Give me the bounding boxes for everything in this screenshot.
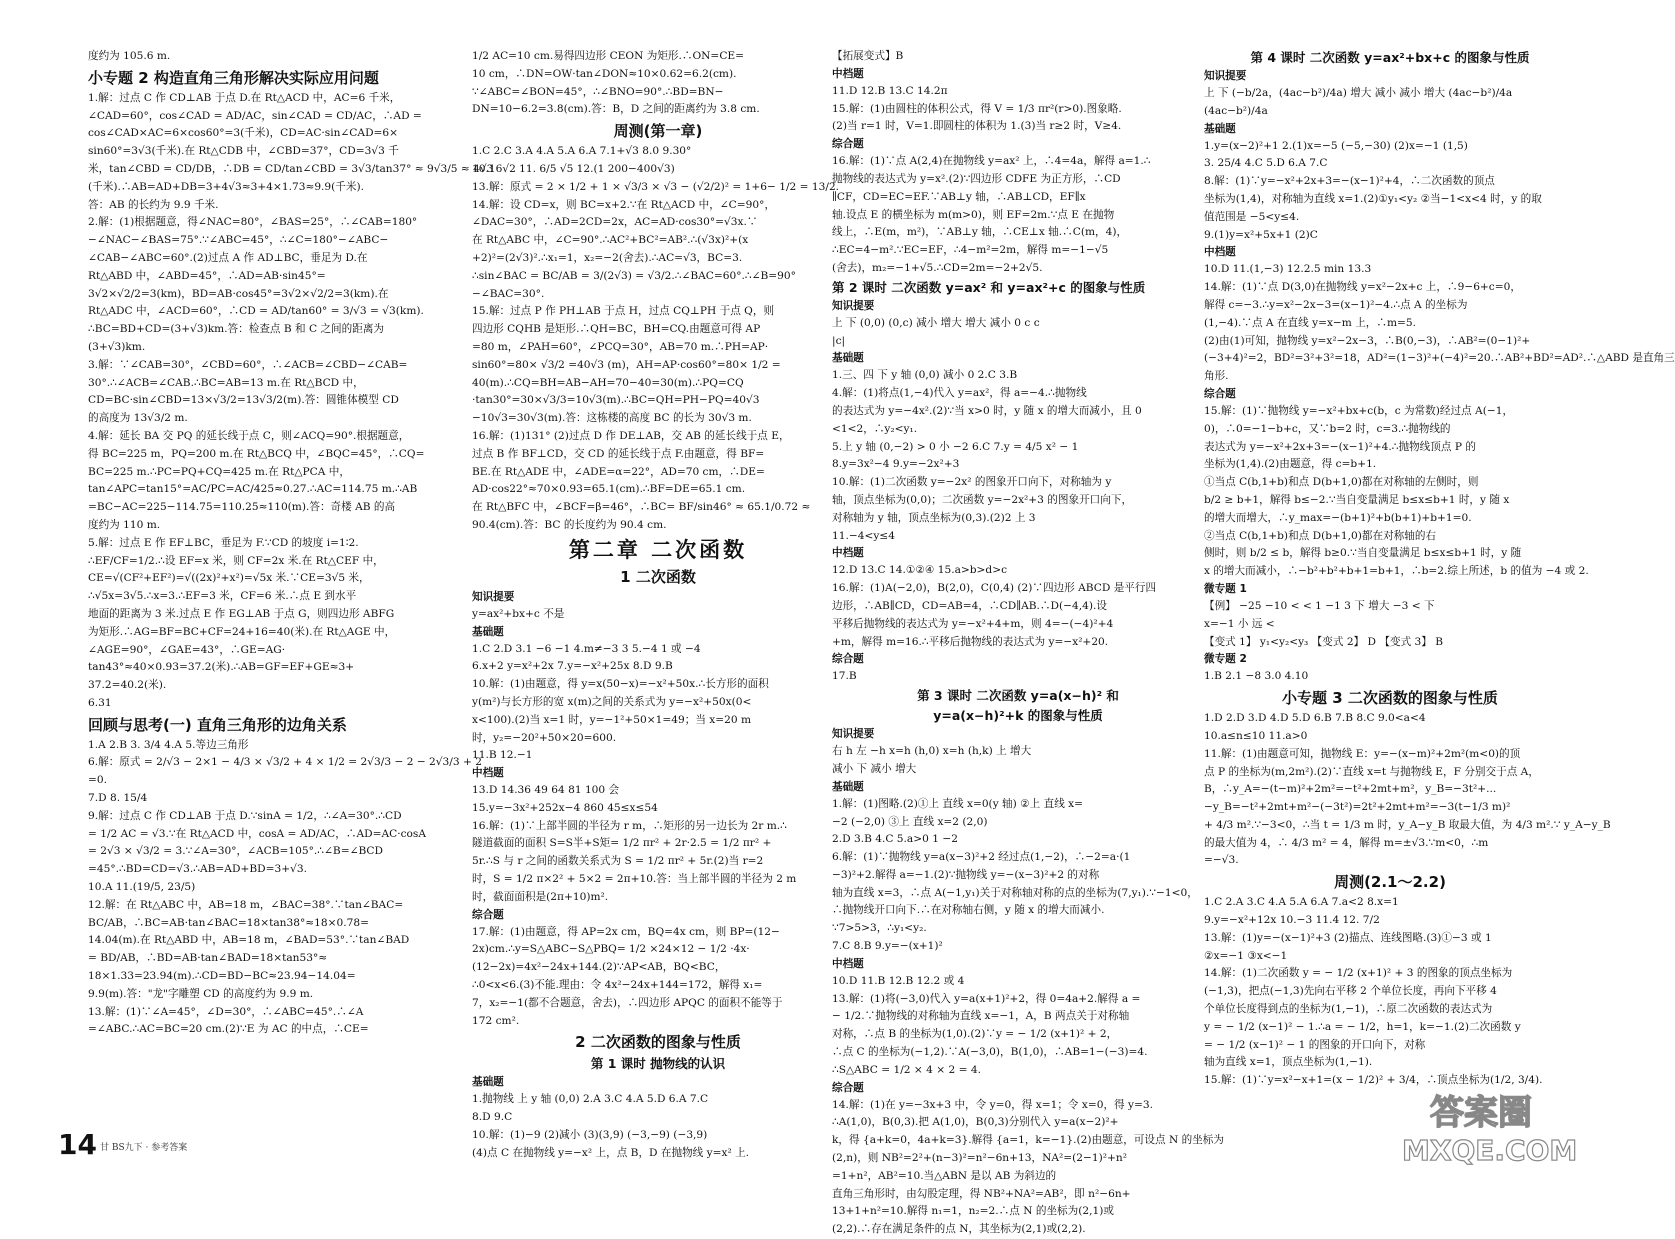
answer-line: 7.D 8. 15/4 — [88, 792, 148, 805]
answer-line: 12.解：在 Rt△ABC 中，AB=18 m，∠BAC=38°.∵tan∠BAC= — [88, 898, 404, 911]
answer-line: 3. 25/4 4.C 5.D 6.A 7.C — [1204, 157, 1328, 170]
answer-line: 为矩形.∴AG=BF=BC+CF=24+16=40(米).在 Rt△AGE 中， — [88, 625, 396, 638]
answer-line: 在 Rt△ABC 中，∠C=90°.∴AC²+BC²=AB².∴(√3x)²+(x — [472, 234, 749, 247]
answer-line: ①当点 C(b,1+b)和点 D(b+1,0)都在对称轴的左侧时，则 — [1204, 476, 1479, 489]
subsection-tag: 中档题 — [832, 957, 864, 970]
answer-line: 个单位长度得到点的坐标为(1,−1)，∴原二次函数的表达式为 — [1204, 1003, 1493, 1016]
answer-line: 的高度为 13√3/2 m. — [88, 412, 188, 425]
answer-line: CE=√(CF²+EF²)=√((2x)²+x²)=√5x 米.∵CE=3√5 米， — [88, 572, 370, 585]
section-heading: 小专题 3 二次函数的图象与性质 — [1282, 689, 1498, 708]
answer-line: 轴为直线 x=3，∴点 A(−1,y₁)关于对称轴对称的点的坐标为(7,y₁).∵−1<0， — [832, 886, 1198, 899]
answer-line: 1.B 2.1 −8 3.0 4.10 — [1204, 670, 1309, 683]
answer-line: 减小 下 减小 增大 — [832, 762, 917, 775]
answer-line: ∵7>5>3，∴y₁<y₂. — [832, 922, 927, 935]
answer-line: =1+n²，AB²=10.当△ABN 是以 AB 为斜边的 — [832, 1169, 1057, 1182]
subsection-tag: 基础题 — [472, 1076, 504, 1089]
answer-line: −∠BAC=30°. — [472, 287, 545, 300]
answer-line: 10.A 11.(19/5, 23/5) — [88, 881, 196, 894]
answer-line: 15.解：(1)∵y=x²−x+1=(x − 1/2)² + 3/4，∴顶点坐标为(1/2, 3/4). — [1204, 1074, 1543, 1087]
answer-line: −y_B=−t²+2mt+m²−(−3t²)=2t²+2mt+m²=−3(t−1/3 m)² — [1204, 801, 1511, 814]
section-heading: 小专题 2 构造直角三角形解决实际应用问题 — [88, 68, 379, 87]
answer-line: ∠CAD=60°，cos∠CAD = AD/AC，sin∠CAD = CD/AC，∴AD = — [88, 109, 422, 122]
answer-line: ∵∠ABC=∠BON=45°，∴∠BNO=90°.∴BD=BN− — [472, 85, 724, 98]
answer-line: =BC−AC=225−114.75=110.25≈110(m).答：奇楼 AB 的高 — [88, 501, 396, 514]
column-4 — [1204, 48, 1675, 1108]
answer-line: 14.解：(1)在 y=−3x+3 中，令 y=0，得 x=1；令 x=0，得 y=3. — [832, 1098, 1154, 1111]
answer-line: = − 1/2 (x−1)² − 1 的图象的开口向下，对称 — [1204, 1038, 1426, 1051]
answer-line: ∠DAC=30°，∴AD=2CD=2x，AC=AD·cos30°=√3x.∵ — [472, 216, 758, 229]
answer-line: (−3+4)²=2，BD²=3²+3²=18，AD²=(1−3)²+(−4)²=20.∴AB²+BD²=AD².∴△ABD 是直角三 — [1204, 352, 1675, 365]
answer-line: ∠AGE=90°，∠GAE=43°，∴GE=AG· — [88, 643, 286, 656]
subsection-tag: 知识提要 — [832, 299, 875, 312]
section-heading: 周测(第一章) — [613, 122, 703, 141]
subsection-tag: 微专题 2 — [1204, 653, 1247, 666]
column-2 — [472, 48, 844, 1159]
answer-line: 时，S = 1/2 π×2² + 5×2 = 2π+10.答：当上部半圆的半径为 2 m — [472, 873, 797, 886]
answer-line: 37.2=40.2(米). — [88, 679, 167, 692]
answer-line: 12.D 13.C 14.①②④ 15.a>b>d>c — [832, 564, 1008, 577]
answer-line: y(m²)与长方形的宽 x(m)之间的关系式为 y=−x²+50x(0< — [472, 695, 752, 708]
answer-line: 6.解：(1)∵抛物线 y=a(x−3)²+2 经过点(1,−2)，∴−2=a·(1 — [832, 851, 1131, 864]
answer-line: −2 (−2,0) ③上 直线 x=2 (2,0) — [832, 815, 988, 828]
answer-line: 15.解：(1)∵抛物线 y=−x²+bx+c(b，c 为常数)经过点 A(−1， — [1204, 404, 1514, 417]
answer-line: 10.D 11.B 12.B 12.2 或 4 — [832, 974, 965, 987]
answer-line: (千米).∴AB=AD+DB=3+4√3≈3+4×1.73≈9.9(千米). — [88, 180, 364, 193]
answer-line: 10.D 11.(1,−3) 12.2.5 min 13.3 — [1204, 263, 1372, 276]
answer-line: 解得 c=−3.∴y=x²−2x−3=(x−1)²−4.∴点 A 的坐标为 — [1204, 298, 1468, 311]
section-heading: 周测(2.1～2.2) — [1334, 873, 1446, 892]
answer-line: sin60°=80× √3/2 =40√3 (m)，AH=AP·cos60°=80× 1/2 = — [472, 358, 781, 371]
answer-line: 11.解：(1)由题意可知，抛物线 E：y=−(x−m)²+2m²(m<0)的顶 — [1204, 747, 1521, 760]
answer-line: 边形，∴AB∥CD，CD=AB=4，∴CD∥AB.∴D(−4,4).设 — [832, 599, 1107, 612]
answer-line: 10 cm，∴DN=OW·tan∠DON≈10×0.62=6.2(cm). — [472, 67, 737, 80]
answer-line: 1.D 2.D 3.D 4.D 5.D 6.B 7.B 8.C 9.0<a<4 — [1204, 712, 1426, 725]
answer-line: BC/AB，∴BC=AB·tan∠BAC=18×tan38°≈18×0.78= — [88, 916, 369, 929]
answer-line: 在 Rt△BFC 中，∠BCF=β=46°，∴BC= BF/sin46° ≈ 65.1/0.72 ≈ — [472, 501, 811, 514]
answer-line: 1.解：(1)图略.(2)①上 直线 x=0(y 轴) ②上 直线 x= — [832, 797, 1084, 810]
answer-line: ∴sin∠BAC = BC/AB = 3/(2√3) = √3/2.∴∠BAC=60°.∴∠B=90° — [472, 269, 796, 282]
answer-line: (2,2).∴存在满足条件的点 N，其坐标为(2,1)或(2,2). — [832, 1223, 1086, 1236]
answer-line: 14.解：(1)∵点 D(3,0)在抛物线 y=x²−2x+c 上，∴9−6+c=0， — [1204, 281, 1521, 294]
subsection-tag: 微专题 1 — [1204, 582, 1247, 595]
answer-line: 表达式为 y=−x²+2x+3=−(x−1)²+4.∴抛物线顶点 P 的 — [1204, 440, 1476, 453]
answer-line: 11.−4<y≤4 — [832, 529, 895, 542]
lesson-heading: 第 2 课时 二次函数 y=ax² 和 y=ax²+c 的图象与性质 — [832, 279, 1146, 295]
answer-line: 2.解：(1)根据题意，得∠NAC=80°，∠BAS=25°，∴∠CAB=180° — [88, 216, 418, 229]
answer-line: 0)，∴0=−1−b+c，又∵b=2 时，c=3.∴抛物线的 — [1204, 422, 1451, 435]
answer-line: 1.C 2.A 3.C 4.A 5.A 6.A 7.a<2 8.x=1 — [1204, 896, 1399, 909]
answer-line: CD=BC·sin∠CBD=13×√3/2=13√3/2(m).答：圆锥体模型 CD — [88, 394, 399, 407]
answer-line: 14.解：设 CD=x，则 BC=x+2.∵在 Rt△ACD 中，∠C=90°， — [472, 198, 776, 211]
answer-line: 度约为 105.6 m. — [88, 50, 171, 62]
answer-line: 角形. — [1204, 370, 1229, 383]
answer-line: (1,−4).∵点 A 在直线 y=x−m 上，∴m=5. — [1204, 316, 1417, 329]
answer-line: 16.解：(1)∵上部半圆的半径为 r m，∴矩形的另一边长为 2r m.∴ — [472, 819, 787, 832]
answer-line: 8.y=3x²−4 9.y=−2x²+3 — [832, 458, 960, 471]
answer-line: 9.9(m).答："龙"字雕塑 CD 的高度约为 9.9 m. — [88, 987, 314, 1000]
subsection-tag: 知识提要 — [472, 590, 515, 603]
watermark-cn: 答案圈 — [1430, 1093, 1532, 1133]
answer-line: 10.16√2 11. 6/5 √5 12.(1 200−400√3) — [472, 162, 675, 175]
answer-line: 对称轴为 y 轴，顶点坐标为(0,3).(2)2 上 3 — [832, 511, 1036, 524]
answer-line: 3.解：∵∠CAB=30°，∠CBD=60°，∴∠ACB=∠CBD−∠CAB= — [88, 358, 408, 371]
answer-line: cos∠CAD×AC=6×cos60°=3(千米)，CD=AC·sin∠CAD=6× — [88, 127, 399, 140]
answer-line: y=ax²+bx+c 不是 — [472, 607, 565, 620]
answer-line: x<100).(2)当 x=1 时，y=−1²+50×1=49；当 x=20 m — [472, 713, 752, 726]
lesson-heading: 第 1 课时 抛物线的认识 — [590, 1056, 726, 1072]
answer-line: 1.解：过点 C 作 CD⊥AB 于点 D.在 Rt△ACD 中，AC=6 千米， — [88, 91, 401, 104]
answer-line: 6.x+2 y=x²+2x 7.y=−x²+25x 8.D 9.B — [472, 660, 673, 673]
answer-line: 值范围是 −5<y≤4. — [1204, 210, 1300, 223]
section-heading: 2 二次函数的图象与性质 — [575, 1033, 741, 1052]
answer-line: ②x=−1 ③x<−1 — [1204, 949, 1288, 962]
answer-line: (2,n)，则 NB²=2²+(n−3)²=n²−6n+13，NA²=(2−1)²+n² — [832, 1152, 1127, 1165]
answer-line: <1<2，∴y₂<y₁. — [832, 422, 918, 435]
lesson-heading: 第 3 课时 二次函数 y=a(x−h)² 和 — [917, 688, 1119, 704]
answer-line: 10.解：(1)二次函数 y=−2x² 的图象开口向下，对称轴为 y — [832, 476, 1112, 489]
answer-line: 轴.设点 E 的横坐标为 m(m>0)，则 EF=2m.∵点 E 在抛物 — [832, 208, 1115, 221]
subsection-tag: 中档题 — [832, 67, 864, 80]
answer-line: 时，y₂=−20²+50×20=600. — [472, 731, 617, 744]
answer-line: 6.31 — [88, 696, 112, 709]
answer-line: sin60°=3√3(千米).在 Rt△CDB 中，∠CBD=37°，CD=3√3 千 — [88, 145, 399, 158]
answer-line: 5r.∴S 与 r 之间的函数关系式为 S = 1/2 πr² + 5r.(2)当 r=2 — [472, 855, 764, 868]
answer-line: B，∴y_A=−(t−m)²+2m²=−t²+2mt+m²，y_B=−3t²+... — [1204, 783, 1497, 796]
answer-line: 5.上 y 轴 (0,−2) > 0 小 −2 6.C 7.y = 4/5 x² − 1 — [832, 440, 1079, 453]
answer-line: −3)²+2.解得 a=−1.(2)∵抛物线 y=−(x−3)²+2 的对称 — [832, 868, 1100, 881]
answer-line: 【拓展变式】B — [832, 50, 904, 62]
section-heading: 回顾与思考(一) 直角三角形的边角关系 — [88, 715, 347, 734]
answer-line: ·tan30°=30×√3/3=10√3(m).∴BC=QH=PH−PQ=40√3 — [472, 394, 760, 407]
answer-line: 10.解：(1)由题意，得 y=x(50−x)=−x²+50x.∴长方形的面积 — [472, 678, 769, 691]
answer-line: 1/2 AC=10 cm.易得四边形 CEON 为矩形.∴ON=CE= — [472, 50, 745, 62]
answer-line: =0. — [88, 774, 107, 787]
answer-line: x=−1 小 远 < — [1204, 617, 1275, 630]
page-footer: 甘 BS九下 · 参考答案 — [100, 1143, 188, 1153]
answer-line: DN=10−6.2=3.8(cm).答：B，D 之间的距离约为 3.8 cm. — [472, 103, 760, 116]
answer-line: BC=225 m.∴PC=PQ+CQ=425 m.在 Rt△PCA 中， — [88, 465, 350, 478]
answer-line: +m，解得 m=16.∴平移后抛物线的表达式为 y=−x²+20. — [832, 635, 1109, 648]
answer-line: 直角三角形时，由勾股定理，得 NB²+NA²=AB²，即 n²−6n+ — [832, 1187, 1131, 1200]
subsection-tag: 综合题 — [472, 908, 504, 921]
column-3 — [832, 48, 1224, 1236]
answer-line: y = − 1/2 (x−1)² − 1.∴a = − 1/2，h=1，k=−1.(2)二次函数 y — [1204, 1020, 1521, 1033]
answer-line: + 4/3 m².∵−3<0，∴当 t = 1/3 m 时，y_A−y_B 取最大值，为 4/3 m².∵ y_A−y_B — [1204, 818, 1611, 831]
answer-line: tan∠APC=tan15°=AC/PC=AC/425≈0.27.∴AC=114.75 m.∴AB — [88, 483, 418, 496]
answer-line: 时，截面面积是(2π+10)m². — [472, 890, 609, 903]
answer-line: 上 下 (0,0) (0,c) 减小 增大 增大 减小 0 c c — [832, 316, 1040, 329]
answer-line: (2)当 r=1 时，V=1.即圆柱的体积为 1.(3)当 r≥2 时，V≥4. — [832, 120, 1122, 133]
answer-line: 1.C 2.C 3.A 4.A 5.A 6.A 7.1+√3 8.0 9.30° — [472, 145, 692, 158]
answer-line: 的表达式为 y=−4x².(2)∵当 x>0 时，y 随 x 的增大而减小，且 0 — [832, 404, 1142, 417]
answer-line: 15.解：(1)由圆柱的体积公式，得 V = 1/3 πr²(r>0).图象略. — [832, 102, 1122, 115]
answer-line: 1.三、四 下 y 轴 (0,0) 减小 0 2.C 3.B — [832, 369, 1018, 382]
answer-line: 4.解：(1)将点(1,−4)代入 y=ax²，得 a=−4.∴抛物线 — [832, 387, 1087, 400]
subsection-tag: 中档题 — [1204, 246, 1236, 259]
answer-line: 14.04(m).在 Rt△ABD 中，AB=18 m，∠BAD=53°.∵tan∠BAD — [88, 934, 410, 947]
lesson-heading: y=a(x−h)²+k 的图象与性质 — [933, 708, 1103, 724]
subsection-tag: 知识提要 — [832, 728, 875, 741]
subsection-tag: 基础题 — [832, 780, 864, 793]
answer-line: 1.y=(x−2)²+1 2.(1)x=−5 (−5,−30) (2)x=−1 (1,5) — [1204, 139, 1468, 152]
answer-line: 13.解：(1)y=−(x−1)²+3 (2)描点、连线图略.(3)①−3 或 1 — [1204, 931, 1492, 944]
answer-line: x 的增大而减小，∴−b²+b²+b+1=b+1，∴b=2.综上所述，b 的值为 −4 或 2. — [1204, 565, 1589, 578]
answer-line: 5.解：过点 E 作 EF⊥BC，垂足为 F.∵CD 的坡度 i=1∶2. — [88, 536, 359, 549]
answer-line: 2x)cm.∴y=S△ABC−S△PBQ= 1/2 ×24×12 − 1/2 ·4x· — [472, 943, 750, 956]
answer-line: 点 P 的坐标为(m,2m²).(2)∵直线 x=t 与抛物线 E，F 分别交于点 A， — [1204, 765, 1539, 778]
answer-line: 线上，∴E(m，m²)，∵AB⊥y 轴，∴CE⊥x 轴.∴C(m，4)， — [832, 226, 1128, 239]
answer-line: ∴BC=BD+CD=(3+√3)km.答：检查点 B 和 C 之间的距离为 — [88, 323, 385, 336]
answer-line: (4ac−b²)/4a — [1204, 104, 1268, 117]
answer-line: 得 BC=225 m，PQ=200 m.在 Rt△BCQ 中，∠BQC=45°，∴CQ= — [88, 447, 425, 460]
answer-line: ∠CAB−∠ABC=60°.(2)过点 A 作 AD⊥BC，垂足为 D.在 — [88, 251, 368, 264]
subsection-tag: 综合题 — [1204, 387, 1236, 400]
answer-line: 2.D 3.B 4.C 5.a>0 1 −2 — [832, 833, 958, 846]
answer-line: ∴EF/CF=1/2.∴设 EF=x 米，则 CF=2x 米.在 Rt△CEF 中， — [88, 554, 384, 567]
answer-line: = 1/2 AC = √3.∵在 Rt△ACD 中，cosA = AD/AC，∴AD=AC·cosA — [88, 827, 426, 840]
answer-line: 7，x₂=−1(都不合题意，舍去)，∴四边形 APQC 的面积不能等于 — [472, 996, 783, 1009]
answer-line: ∴A(1,0)，B(0,3).把 A(1,0)，B(0,3)分别代入 y=a(x−2)²+ — [832, 1116, 1119, 1129]
answer-line: 17.解：(1)由题意，得 AP=2x cm，BQ=4x cm，则 BP=(12− — [472, 925, 780, 938]
answer-line: 隧道截面的面积 S=S半+S矩= 1/2 πr² + 2r·2.5 = 1/2 πr² + — [472, 837, 772, 850]
watermark-logo — [1400, 1090, 1590, 1165]
answer-line: 3√2×√2/2=3(km)，BD=AB·cos45°=3√2×√2/2=3(km).在 — [88, 287, 389, 300]
answer-line: 9.(1)y=x²+5x+1 (2)C — [1204, 228, 1318, 241]
answer-line: 10.a≤n≤10 11.a>0 — [1204, 729, 1308, 742]
answer-line: 1.C 2.D 3.1 −6 −1 4.m≠−3 3 5.−4 1 或 −4 — [472, 642, 701, 655]
answer-line: 1.A 2.B 3. 3/4 4.A 5.等边三角形 — [88, 738, 249, 751]
answer-line: 米，tan∠CBD = CD/DB，∴DB = CD/tan∠CBD = 3√3/tan37° ≈ 9√3/5 ≈ 4√3 — [88, 162, 494, 175]
answer-line: (3+√3)km. — [88, 340, 146, 353]
answer-line: 1.抛物线 上 y 轴 (0,0) 2.A 3.C 4.A 5.D 6.A 7.C — [472, 1093, 709, 1106]
answer-line: tan43°≈40×0.93=37.2(米).∴AB=GF=EF+GE≈3+ — [88, 661, 355, 674]
answer-line: 9.y=−x²+12x 10.−3 11.4 12. 7/2 — [1204, 914, 1380, 927]
answer-line: (4)点 C 在抛物线 y=−x² 上，点 B，D 在抛物线 y=x² 上. — [472, 1146, 750, 1159]
answer-line: ∴抛物线开口向下.∴在对称轴右侧，y 随 x 的增大而减小. — [832, 904, 1105, 917]
answer-line: 坐标为(1,4)，对称轴为直线 x=1.(2)①y₁<y₂ ②当−1<x<4 时，y 的取 — [1204, 192, 1542, 205]
answer-line: 11.D 12.B 13.C 14.2π — [832, 84, 948, 97]
subsection-tag: 中档题 — [832, 547, 864, 560]
answer-line: 15.解：过点 P 作 PH⊥AB 于点 H，过点 CQ⊥PH 于点 Q，则 — [472, 305, 775, 318]
answer-line: (2)由(1)可知，抛物线 y=x²−2x−3，∴B(0,−3)，∴AB²=(0−1)²+ — [1204, 334, 1531, 347]
answer-line: =80 m，∠PAH=60°，∠PCQ=30°，AB=70 m.∴PH=AP· — [472, 340, 769, 353]
answer-line: 4.解：延长 BA 交 PQ 的延长线于点 C，则∠ACQ=90°.根据题意， — [88, 429, 410, 442]
answer-line: 上 下 (−b/2a，(4ac−b²)/4a) 增大 减小 减小 增大 (4ac−b²)/4a — [1204, 87, 1513, 99]
answer-line: +2)²=(2√3)².∴x₁=1，x₂=−2(舍去).∴AC=√3，BC=3. — [472, 251, 743, 264]
answer-line: 轴为直线 x=1，顶点坐标为(1,−1). — [1204, 1056, 1373, 1069]
answer-line: 15.y=−3x²+252x−4 860 45≤x≤54 — [472, 801, 658, 814]
answer-line: 度约为 110 m. — [88, 518, 161, 531]
answer-line: =−√3. — [1204, 854, 1239, 867]
chapter-title: 第二章 二次函数 — [568, 537, 748, 562]
subsection-tag: 综合题 — [832, 653, 864, 666]
answer-line: = 2√3 × √3/2 = 3.∵∠A=30°，∠ACB=105°.∴∠B=∠BCD — [88, 845, 384, 858]
answer-line: 7.C 8.B 9.y=−(x+1)² — [832, 940, 943, 953]
subsection-tag: 基础题 — [832, 352, 864, 365]
answer-line: 【例】 −25 −10 < < 1 −1 3 下 增大 −3 < 下 — [1204, 599, 1435, 612]
answer-line: 16.解：(1)A(−2,0)，B(2,0)，C(0,4) (2)∵四边形 ABCD 是平行四 — [832, 582, 1157, 595]
answer-line: 8.D 9.C — [472, 1111, 513, 1124]
answer-line: ∥CF，CD=EC=EF.∵AB⊥y 轴，∴AB⊥CD，EF∥x — [832, 190, 1086, 203]
answer-line: 平移后抛物线的表达式为 y=−x²+4+m，则 4=−(−4)²+4 — [832, 617, 1114, 630]
answer-line: Rt△ABD 中，∠ABD=45°，∴AD=AB·sin45°= — [88, 269, 326, 282]
answer-line: k，得 {a+k=0，4a+k=3}.解得 {a=1，k=−1}.(2)由题意，可设点 N 的坐标为 — [832, 1134, 1224, 1147]
answer-line: ∴0<x<6.(3)不能.理由：令 4x²−24x+144=172，解得 x₁= — [472, 979, 763, 992]
section-heading: 1 二次函数 — [620, 567, 696, 586]
answer-line: 172 cm². — [472, 1014, 520, 1027]
answer-line: 17.B — [832, 670, 857, 683]
answer-line: 13.解：原式 = 2 × 1/2 + 1 × √3/3 × √3 − (√2/2)² = 1+6− 1/2 = 13/2. — [472, 180, 840, 193]
answer-line: 的最大值为 4，∴ 4/3 m² = 4，解得 m=±√3.∵m<0，∴m — [1204, 836, 1489, 849]
subsection-tag: 综合题 — [832, 1081, 864, 1094]
answer-line: 坐标为(1,4).(2)由题意，得 c=b+1. — [1204, 458, 1377, 471]
answer-line: = BD/AB，∴BD=AB·tan∠BAD=18×tan53°≈ — [88, 952, 328, 965]
answer-line: ②当点 C(b,1+b)和点 D(b+1,0)都在对称轴的右 — [1204, 529, 1437, 542]
lesson-heading: 第 4 课时 二次函数 y=ax²+bx+c 的图象与性质 — [1250, 50, 1530, 65]
subsection-tag: 基础题 — [1204, 122, 1236, 135]
answer-line: 40(m).∴CQ=BH=AB−AH=70−40=30(m).∴PQ=CQ — [472, 376, 744, 389]
answer-line: 9.解：过点 C 作 CD⊥AB 于点 D.∵sinA = 1/2，∴∠A=30°.∴CD — [88, 809, 402, 822]
answer-line: b/2 ≥ b+1，解得 b≤−2.∵当自变量满足 b≤x≤b+1 时，y 随 x — [1204, 493, 1510, 506]
answer-line: 地面的距离为 3 米.过点 E 作 EG⊥AB 于点 G，则四边形 ABFG — [88, 607, 395, 620]
answer-line: ∴点 C 的坐标为(−1,2).∵A(−3,0)，B(1,0)，∴AB=1−(−3)=4. — [832, 1046, 1148, 1059]
answer-line: −∠NAC−∠BAS=75°.∵∠ABC=45°，∴∠C=180°−∠ABC− — [88, 234, 389, 247]
answer-line: Rt△ADC 中，∠ACD=60°，∴CD = AD/tan60° = 3/√3 = √3(km). — [88, 305, 424, 318]
subsection-tag: 中档题 — [472, 767, 504, 780]
answer-line: (12−2x)=4x²−24x+144.(2)∵AP<AB，BQ<BC， — [472, 961, 726, 974]
answer-line: 16.解：(1)131° (2)过点 D 作 DE⊥AB，交 AB 的延长线于点 E， — [472, 429, 790, 442]
answer-line: 8.解：(1)∵y=−x²+2x+3=−(x−1)²+4，∴二次函数的顶点 — [1204, 175, 1495, 188]
subsection-tag: 基础题 — [472, 625, 504, 638]
answer-line: =∠ABC.∴AC=BC=20 cm.(2)∵E 为 AC 的中点，∴CE= — [88, 1023, 369, 1036]
watermark-url: MXQE.COM — [1402, 1134, 1578, 1167]
answer-line: 14.解：(1)二次函数 y = − 1/2 (x+1)² + 3 的图象的顶点坐标为 — [1204, 967, 1513, 980]
subsection-tag: 综合题 — [832, 138, 864, 151]
answer-line: 13.D 14.36 49 64 81 100 会 — [472, 784, 620, 797]
answer-line: 10.解：(1)−9 (2)减小 (3)(3,9) (−3,−9) (−3,9) — [472, 1129, 708, 1142]
subsection-tag: 知识提要 — [1204, 70, 1247, 82]
answer-line: 11.B 12.−1 — [472, 749, 533, 762]
page-number: 14 — [58, 1128, 97, 1161]
answer-line: 抛物线的表达式为 y=x².(2)∵四边形 CDFE 为正方形，∴CD — [832, 172, 1121, 185]
answer-line: 16.解：(1)∵点 A(2,4)在抛物线 y=ax² 上，∴4=4a，解得 a=1.∴ — [832, 155, 1151, 168]
answer-line: (舍去)，m₂=−1+√5.∴CD=2m=−2+2√5. — [832, 261, 1043, 274]
answer-line: 【变式 1】 y₁<y₂<y₃ 【变式 2】 D 【变式 3】 B — [1204, 635, 1444, 648]
answer-line: ∴S△ABC = 1/2 × 4 × 2 = 4. — [832, 1063, 981, 1076]
answer-line: − 1/2.∵抛物线的对称轴为直线 x=−1，A，B 两点关于对称轴 — [832, 1010, 1130, 1023]
answer-line: (−1,3)，把点(−1,3)先向右平移 2 个单位长度，再向下平移 4 — [1204, 985, 1497, 998]
answer-line: 对称，∴点 B 的坐标为(1,0).(2)∵y = − 1/2 (x+1)² + 2， — [832, 1028, 1118, 1041]
answer-line: AD·cos22°≈70×0.93=65.1(cm).∴BF=DE=65.1 cm. — [472, 483, 746, 496]
answer-line: 30°.∴∠ACB=∠CAB.∴BC=AB=13 m.在 Rt△BCD 中， — [88, 376, 364, 389]
answer-line: 13.解：(1)将(−3,0)代入 y=a(x+1)²+2，得 0=4a+2.解得 a = — [832, 992, 1141, 1005]
answer-line: 轴，顶点坐标为(0,0)；二次函数 y=−2x²+3 的图象开口向下， — [832, 493, 1133, 506]
answer-line: 18×1.33=23.94(m).∴CD=BD−BC≈23.94−14.04= — [88, 970, 356, 983]
answer-line: 侧时，则 b/2 ≤ b，解得 b≥0.∵当自变量满足 b≤x≤b+1 时，y 随 — [1204, 547, 1522, 560]
answer-line: 90.4(cm).答：BC 的长度约为 90.4 cm. — [472, 518, 667, 531]
answer-line: −10√3=30√3(m).答：这栋楼的高度 BC 的长为 30√3 m. — [472, 412, 752, 425]
answer-line: BE.在 Rt△ADE 中，∠ADE=α=22°，AD=70 cm，∴DE= — [472, 465, 765, 478]
answer-line: ∴√5x=3√5.∴x=3.∴EF=3 米，CF=6 米.∴点 E 到水平 — [88, 590, 357, 603]
answer-line: 四边形 CQHB 是矩形.∴QH=BC，BH=CQ.由题意可得 AP — [472, 323, 761, 336]
answer-line: =45°.∴BD=CD=√3.∴AB=AD+BD=3+√3. — [88, 863, 307, 876]
answer-line: 过点 B 作 BF⊥CD，交 CD 的延长线于点 F.由题意，得 BF= — [472, 447, 765, 460]
answer-line: 答：AB 的长约为 9.9 千米. — [88, 198, 219, 211]
answer-line: 13+1+n²=10.解得 n₁=1，n₂=2.∴点 N 的坐标为(2,1)或 — [832, 1205, 1114, 1218]
answer-line: 的增大而增大，∴y_max=−(b+1)²+b(b+1)+b+1=0. — [1204, 511, 1472, 524]
answer-line: ∴EC=4−m².∵EC=EF，∴4−m²=2m，解得 m=−1−√5 — [832, 244, 1109, 257]
answer-line: 13.解：(1)∵∠A=45°，∠D=30°，∴∠ABC=45°.∴∠A — [88, 1005, 364, 1018]
answer-line: |c| — [832, 334, 846, 347]
answer-line: 右 h 左 −h x=h (h,0) x=h (h,k) 上 增大 — [832, 745, 1032, 758]
answer-line: 6.解：原式 = 2/√3 − 2×1 − 4/3 × √3/2 + 4 × 1/2 = 2√3/3 − 2 − 2√3/3 + 2 — [88, 756, 482, 769]
